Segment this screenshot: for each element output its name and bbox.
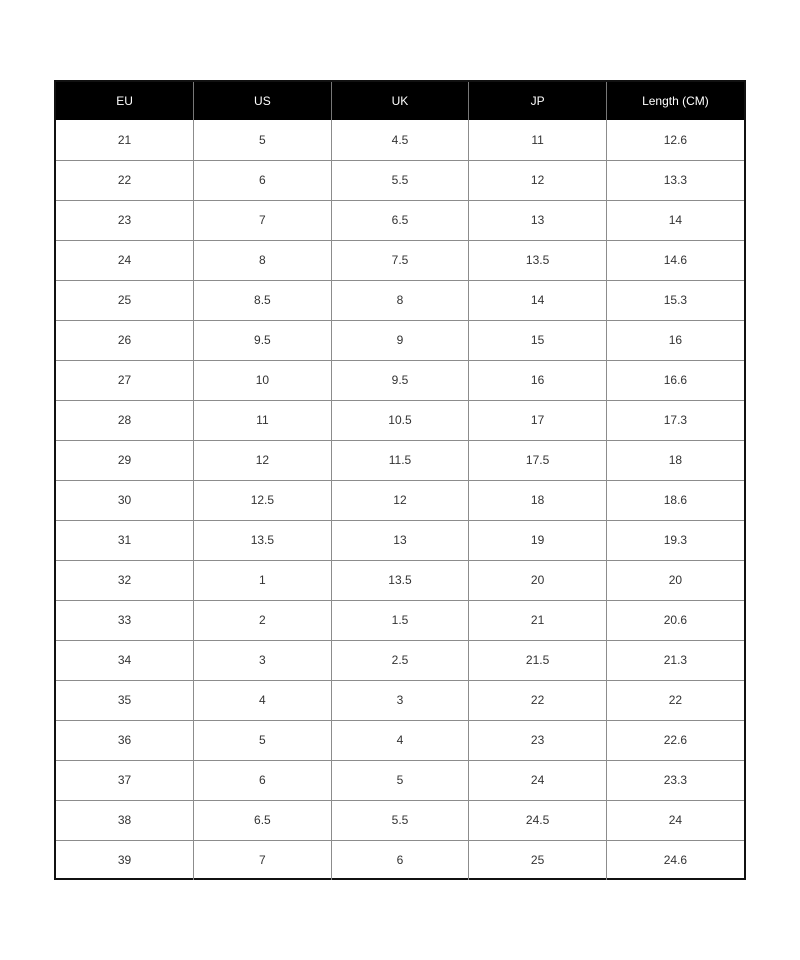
cell-jp: 13.5: [469, 240, 607, 280]
cell-us: 5: [194, 720, 332, 760]
cell-us: 12: [194, 440, 332, 480]
cell-uk: 4.5: [331, 120, 469, 160]
cell-eu: 24: [56, 240, 194, 280]
table-row: [56, 320, 744, 360]
cell-uk: 5.5: [331, 800, 469, 840]
cell-jp: 25: [469, 840, 607, 880]
cell-length-cm: 18: [606, 440, 744, 480]
header-length-cm: Length (CM): [606, 82, 744, 120]
cell-us: 6.5: [194, 800, 332, 840]
cell-uk: 10.5: [331, 400, 469, 440]
table-row: [56, 400, 744, 440]
cell-uk: 5: [331, 760, 469, 800]
cell-us: 7: [194, 200, 332, 240]
cell-uk: 12: [331, 480, 469, 520]
table-row: [56, 760, 744, 800]
table-row: [56, 120, 744, 160]
cell-uk: 3: [331, 680, 469, 720]
table-body: [56, 120, 744, 880]
cell-us: 8.5: [194, 280, 332, 320]
cell-uk: 8: [331, 280, 469, 320]
cell-eu: 33: [56, 600, 194, 640]
cell-length-cm: 23.3: [606, 760, 744, 800]
cell-eu: 39: [56, 840, 194, 880]
cell-length-cm: 15.3: [606, 280, 744, 320]
cell-length-cm: 22.6: [606, 720, 744, 760]
cell-length-cm: 19.3: [606, 520, 744, 560]
cell-jp: 12: [469, 160, 607, 200]
cell-eu: 36: [56, 720, 194, 760]
header-us: US: [194, 82, 332, 120]
cell-length-cm: 13.3: [606, 160, 744, 200]
cell-eu: 25: [56, 280, 194, 320]
header-eu: EU: [56, 82, 194, 120]
cell-length-cm: 14.6: [606, 240, 744, 280]
cell-eu: 31: [56, 520, 194, 560]
cell-uk: 9.5: [331, 360, 469, 400]
cell-jp: 17: [469, 400, 607, 440]
table-row: [56, 840, 744, 880]
cell-length-cm: 24.6: [663, 853, 688, 868]
cell-eu: 27: [56, 360, 194, 400]
table-row: [56, 520, 744, 560]
cell-length-cm: 22: [606, 680, 744, 720]
cell-uk: 11.5: [331, 440, 469, 480]
table-row: [56, 280, 744, 320]
cell-uk: 1.5: [331, 600, 469, 640]
cell-us: 2: [194, 600, 332, 640]
cell-us: 12.5: [194, 480, 332, 520]
table-row: [56, 800, 744, 840]
cell-length-cm: 17.3: [606, 400, 744, 440]
table-row: [56, 680, 744, 720]
table-row: [56, 640, 744, 680]
cell-length-cm: 14: [606, 200, 744, 240]
cell-eu: 21: [56, 120, 194, 160]
cell-us: 11: [194, 400, 332, 440]
cell-us: 10: [194, 360, 332, 400]
cell-us: 5: [194, 120, 332, 160]
cell-us: 1: [194, 560, 332, 600]
cell-us: 9.5: [194, 320, 332, 360]
cell-length-cm: 21.3: [606, 640, 744, 680]
cell-eu: 30: [56, 480, 194, 520]
cell-eu: 26: [56, 320, 194, 360]
cell-jp: 15: [469, 320, 607, 360]
cell-eu: 35: [56, 680, 194, 720]
header-uk: UK: [331, 82, 469, 120]
cell-length-cm: 18.6: [606, 480, 744, 520]
cell-uk: 13.5: [331, 560, 469, 600]
table-row: [56, 600, 744, 640]
table-row: [56, 240, 744, 280]
size-table: [56, 82, 744, 880]
cell-jp: 18: [469, 480, 607, 520]
cell-uk: 6: [331, 840, 469, 880]
header-jp: JP: [469, 82, 607, 120]
cell-jp: 13: [469, 200, 607, 240]
cell-uk: 13: [331, 520, 469, 560]
cell-jp: 16: [469, 360, 607, 400]
cell-eu: 29: [56, 440, 194, 480]
cell-length-cm: 20: [606, 560, 744, 600]
cell-eu: 37: [56, 760, 194, 800]
cell-eu: 23: [56, 200, 194, 240]
cell-eu: 28: [56, 400, 194, 440]
cell-eu: 34: [56, 640, 194, 680]
cell-jp: 24: [469, 760, 607, 800]
cell-jp: 21: [469, 600, 607, 640]
cell-eu: 32: [56, 560, 194, 600]
cell-eu: 22: [56, 160, 194, 200]
table-row: [56, 160, 744, 200]
cell-uk: 2.5: [331, 640, 469, 680]
table-row: [56, 360, 744, 400]
cell-uk: 5.5: [331, 160, 469, 200]
cell-jp: 21.5: [469, 640, 607, 680]
size-chart: [54, 80, 746, 880]
cell-length-cm: 24: [606, 800, 744, 840]
cell-jp: 19: [469, 520, 607, 560]
table-row: [56, 440, 744, 480]
cell-uk: 9: [331, 320, 469, 360]
table-header: [56, 82, 744, 120]
cell-uk: 7.5: [331, 240, 469, 280]
cell-us: 13.5: [194, 520, 332, 560]
cell-jp: 11: [469, 120, 607, 160]
cell-us: 4: [194, 680, 332, 720]
cell-jp: 17.5: [469, 440, 607, 480]
cell-jp: 22: [469, 680, 607, 720]
cell-jp: 20: [469, 560, 607, 600]
table-row: [56, 200, 744, 240]
cell-us: 8: [194, 240, 332, 280]
cell-eu: 38: [56, 800, 194, 840]
cell-length-cm: 20.6: [606, 600, 744, 640]
cell-us: 7: [194, 840, 332, 880]
cell-length-cm: 16.6: [606, 360, 744, 400]
cell-length-cm: 12.6: [606, 120, 744, 160]
cell-uk: 4: [331, 720, 469, 760]
cell-length-cm: 16: [606, 320, 744, 360]
cell-us: 6: [194, 160, 332, 200]
cell-uk: 6.5: [331, 200, 469, 240]
table-row: [56, 480, 744, 520]
table-row: [56, 560, 744, 600]
cell-jp: 24.5: [469, 800, 607, 840]
cell-jp: 23: [469, 720, 607, 760]
cell-us: 3: [194, 640, 332, 680]
table-row: [56, 720, 744, 760]
header-row: [56, 82, 744, 120]
cell-us: 6: [194, 760, 332, 800]
cell-jp: 14: [469, 280, 607, 320]
